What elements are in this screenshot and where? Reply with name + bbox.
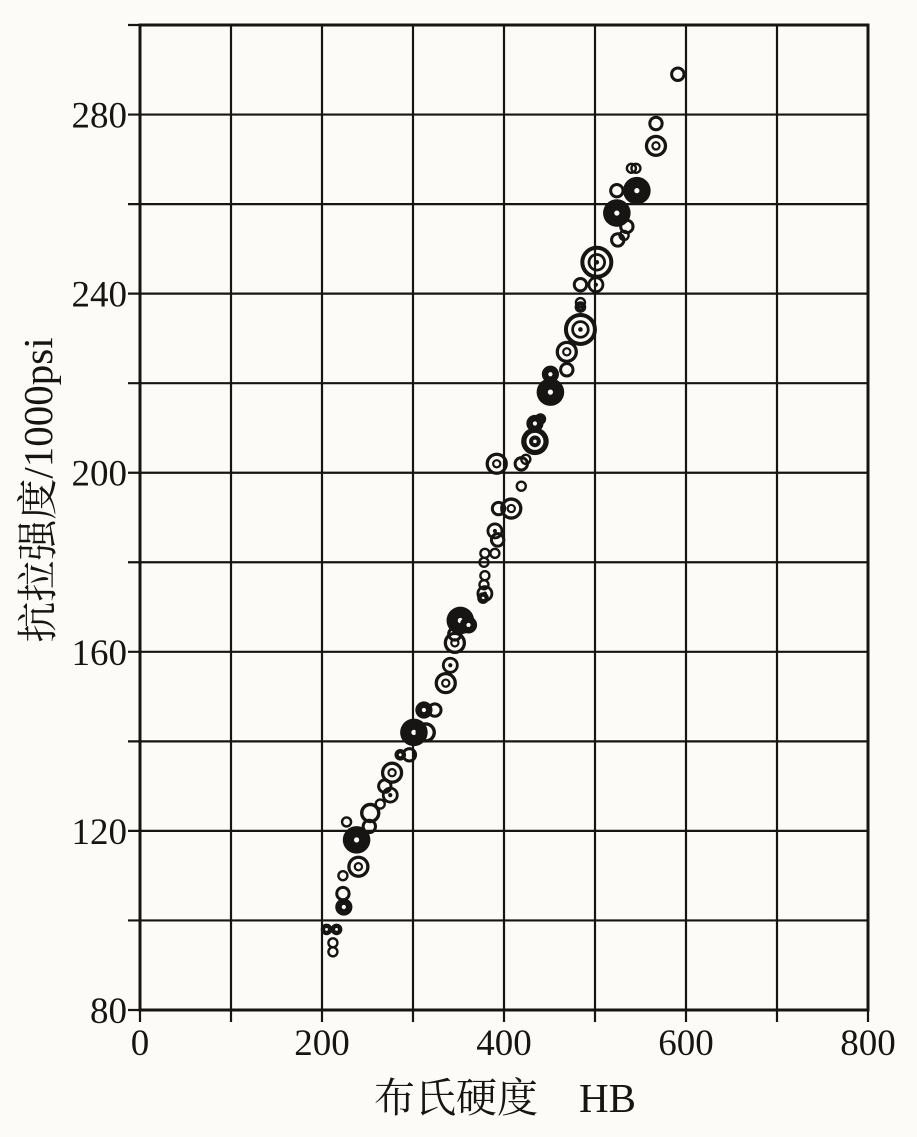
data-point <box>321 924 333 936</box>
data-point <box>611 184 623 196</box>
data-point <box>491 534 503 546</box>
data-point-ring <box>328 938 337 947</box>
data-point <box>582 248 611 277</box>
data-point-disc <box>533 440 537 444</box>
data-point <box>337 887 349 899</box>
data-point <box>557 342 576 361</box>
data-point <box>480 571 489 580</box>
data-point <box>328 938 337 947</box>
data-point-ring <box>376 800 385 809</box>
data-point-disc <box>634 188 639 193</box>
data-point <box>342 817 351 826</box>
data-point <box>331 924 343 936</box>
data-point-ring <box>490 549 499 558</box>
data-point <box>480 549 489 558</box>
data-point-ring <box>650 117 662 129</box>
data-point-disc <box>448 663 452 667</box>
data-point <box>574 278 586 290</box>
data-point-ring <box>328 947 337 956</box>
data-point <box>383 763 402 782</box>
data-point <box>490 549 499 558</box>
data-point <box>460 616 477 633</box>
y-tick-label: 280 <box>71 95 127 137</box>
data-point-disc <box>388 793 392 797</box>
data-point <box>517 482 526 491</box>
data-point-disc <box>325 928 328 931</box>
data-point-ring <box>491 534 503 546</box>
data-point <box>623 177 651 205</box>
data-point <box>566 315 595 344</box>
data-point-ring <box>652 142 659 149</box>
data-point-ring <box>574 278 586 290</box>
data-point <box>443 658 457 672</box>
x-tick-label: 600 <box>658 1023 714 1064</box>
data-point-ring <box>383 763 402 782</box>
data-point-disc <box>578 327 583 332</box>
data-point <box>542 366 559 383</box>
data-point-disc <box>483 592 487 596</box>
y-tick-labels <box>72 96 128 1032</box>
data-point-disc <box>493 529 497 533</box>
data-point-ring <box>563 348 570 355</box>
data-point-disc <box>548 390 553 395</box>
data-point-ring <box>493 460 500 467</box>
x-tick-labels <box>131 1023 896 1064</box>
x-tick-label: 200 <box>294 1023 350 1064</box>
data-point <box>436 674 455 693</box>
data-point <box>650 117 662 129</box>
data-point-ring <box>611 184 623 196</box>
data-point-disc <box>533 421 537 425</box>
data-point <box>349 857 368 876</box>
data-point <box>672 68 684 80</box>
y-tick-label: 200 <box>71 453 127 495</box>
data-point-ring <box>480 549 489 558</box>
data-point-ring <box>672 68 684 80</box>
data-point-ring <box>561 364 573 376</box>
data-point-ring <box>557 342 576 361</box>
data-point-ring <box>508 505 515 512</box>
data-point <box>328 947 337 956</box>
data-point-ring <box>451 639 458 646</box>
data-point-ring <box>445 633 464 652</box>
x-axis-title: 布氏硬度 HB <box>374 1075 636 1121</box>
data-points <box>321 68 684 956</box>
data-point-ring <box>517 482 526 491</box>
data-point-disc <box>335 928 338 931</box>
data-point-ring <box>388 769 395 776</box>
data-point-ring <box>436 674 455 693</box>
data-point-disc <box>614 210 619 215</box>
data-point <box>646 136 665 155</box>
data-point-ring <box>442 680 449 687</box>
data-point-ring <box>338 871 347 880</box>
y-tick-label: 160 <box>71 632 127 674</box>
data-point-disc <box>342 905 346 909</box>
data-point-disc <box>594 283 598 287</box>
data-point-disc <box>399 753 402 756</box>
x-tick-label: 800 <box>840 1023 896 1064</box>
y-tick-label: 240 <box>71 274 127 316</box>
data-point-disc <box>354 837 359 842</box>
data-point-ring <box>337 887 349 899</box>
data-point-ring <box>355 863 362 870</box>
data-point-ring <box>349 857 368 876</box>
data-point-ring <box>480 571 489 580</box>
x-tick-label: 0 <box>130 1023 150 1064</box>
data-point-disc <box>595 260 600 265</box>
y-axis-title: 抗拉强度/1000psi <box>15 337 61 643</box>
data-point-ring <box>342 817 351 826</box>
data-point-disc <box>548 372 552 376</box>
y-tick-label: 120 <box>71 811 127 853</box>
data-point-ring <box>646 136 665 155</box>
data-point <box>445 633 464 652</box>
data-point-disc <box>466 623 470 627</box>
data-point <box>526 415 543 432</box>
x-tick-label: 400 <box>476 1023 532 1064</box>
data-point-disc <box>422 708 426 712</box>
data-point <box>338 871 347 880</box>
y-tick-label: 80 <box>90 991 127 1032</box>
data-point <box>603 199 631 227</box>
data-point <box>561 364 573 376</box>
data-point <box>376 800 385 809</box>
